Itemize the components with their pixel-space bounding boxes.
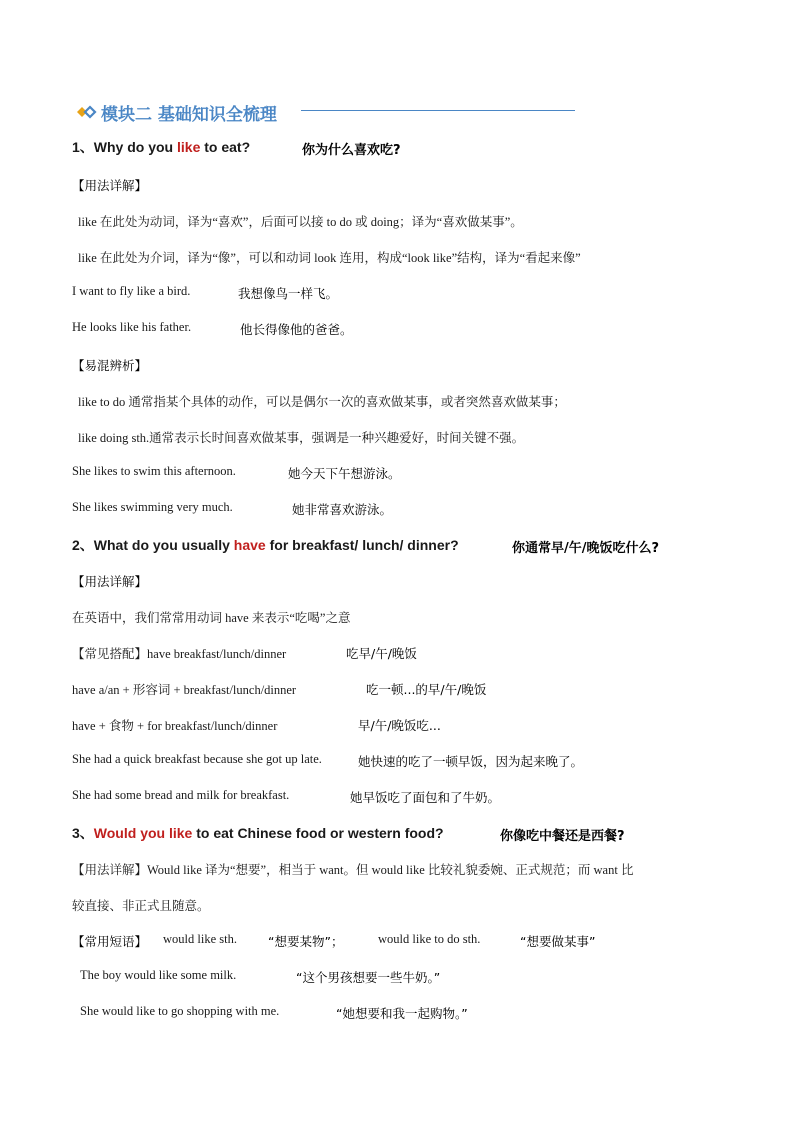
module-title: 模块二 基础知识全梳理 (101, 104, 277, 125)
s3-q-pre: 3、 (72, 825, 94, 841)
s1-confuse-tag: 【易混辨析】 (72, 358, 148, 373)
s2-collocation-3-en: have + 食物 + for breakfast/lunch/dinner (72, 719, 278, 733)
s1-example-3-en: She likes to swim this afternoon. (72, 464, 236, 478)
s1-example-1-en: I want to fly like a bird. (72, 284, 191, 298)
s2-q-key: have (233, 537, 266, 553)
s2-usage-line-1: 在英语中，我们常常用动词 have 来表示“吃喝”之意 (72, 611, 351, 625)
s3-q-post: to eat Chinese food or western food? (192, 825, 444, 841)
module-title-rule (301, 110, 575, 111)
s2-collocation-line-1 (72, 644, 286, 662)
s3-example-2-zh: “她想要和我一起购物。” (336, 1006, 468, 1021)
s2-q-pre: 2、What do you usually (72, 537, 234, 553)
s3-phrase-2-en: would like to do sth. (378, 932, 481, 946)
s1-example-1-zh: 我想像鸟一样飞。 (238, 286, 339, 301)
s2-example-1-en: She had a quick breakfast because she got up late. (72, 752, 322, 766)
s1-example-4-zh: 她非常喜欢游泳。 (292, 502, 393, 517)
s1-usage-line-1: like 在此处为动词，译为“喜欢”，后面可以接 to do 或 doing；译为“喜欢做某事”。 (78, 215, 523, 229)
section2-question (72, 535, 459, 555)
s1-example-2-en: He looks like his father. (72, 320, 192, 334)
s3-phrase-1-zh: “想要某物”； (268, 934, 344, 949)
s3-q-zh: 你像吃中餐还是西餐? (500, 829, 625, 844)
s3-example-2-en: She would like to go shopping with me. (80, 1004, 280, 1018)
s3-phrase-tag: 【常用短语】 (72, 934, 148, 949)
s3-usage-line-1: 【用法详解】Would like 译为“想要”，相当于 want。但 would like 比较礼貌委婉、正式规范；而 want 比 (72, 863, 634, 877)
s3-example-1-zh: “这个男孩想要一些牛奶。” (296, 970, 441, 985)
s3-phrase-1-en: would like sth. (163, 932, 237, 946)
s2-example-2-en: She had some bread and milk for breakfast. (72, 788, 290, 802)
s1-q-key: like (177, 139, 201, 155)
s2-usage-tag: 【用法详解】 (72, 574, 148, 589)
s1-q-post: to eat? (200, 139, 251, 155)
s2-example-1-zh: 她快速的吃了一顿早饭，因为起来晚了。 (358, 754, 584, 769)
s2-q-post: for breakfast/ lunch/ dinner? (265, 537, 459, 553)
s3-example-1-en: The boy would like some milk. (80, 968, 237, 982)
s3-q-key: Would you like (93, 825, 193, 841)
s1-confuse-line-2: like doing sth.通常表示长时间喜欢做某事，强调是一种兴趣爱好，时间关键不强。 (78, 431, 525, 445)
s1-example-4-en: She likes swimming very much. (72, 500, 233, 514)
section1-question (72, 137, 250, 157)
s1-confuse-line-1: like to do 通常指某个具体的动作，可以是偶尔一次的喜欢做某事，或者突然喜欢做某事； (78, 395, 566, 409)
s2-collocation-1-en: have breakfast/lunch/dinner (147, 647, 287, 661)
s1-usage-tag: 【用法详解】 (72, 178, 148, 193)
s3-phrase-2-zh: “想要做某事” (520, 934, 596, 949)
s2-collocation-2-zh: 吃一顿...的早/午/晚饭 (366, 682, 487, 697)
s3-usage-line-2: 较直接、非正式且随意。 (72, 899, 210, 913)
section3-question (72, 823, 444, 843)
s1-q-zh: 你为什么喜欢吃? (302, 143, 401, 158)
s1-example-2-zh: 他长得像他的爸爸。 (240, 322, 353, 337)
double-diamond-icon (76, 105, 98, 119)
s2-collocation-3-zh: 早/午/晚饭吃... (358, 718, 441, 733)
s2-q-zh: 你通常早/午/晚饭吃什么? (512, 541, 660, 556)
s2-collocation-tag: 【常见搭配】 (72, 646, 148, 661)
s1-example-3-zh: 她今天下午想游泳。 (288, 466, 401, 481)
s1-q-pre: 1、Why do you (72, 139, 177, 155)
s1-usage-line-2: like 在此处为介词，译为“像”，可以和动词 look 连用，构成“look like”结构，译为“看起来像” (78, 251, 581, 265)
s2-example-2-zh: 她早饭吃了面包和了牛奶。 (350, 790, 501, 805)
module-header (76, 100, 277, 124)
s2-collocation-2-en: have a/an + 形容词 + breakfast/lunch/dinner (72, 683, 297, 697)
s2-collocation-1-zh: 吃早/午/晚饭 (346, 646, 417, 661)
